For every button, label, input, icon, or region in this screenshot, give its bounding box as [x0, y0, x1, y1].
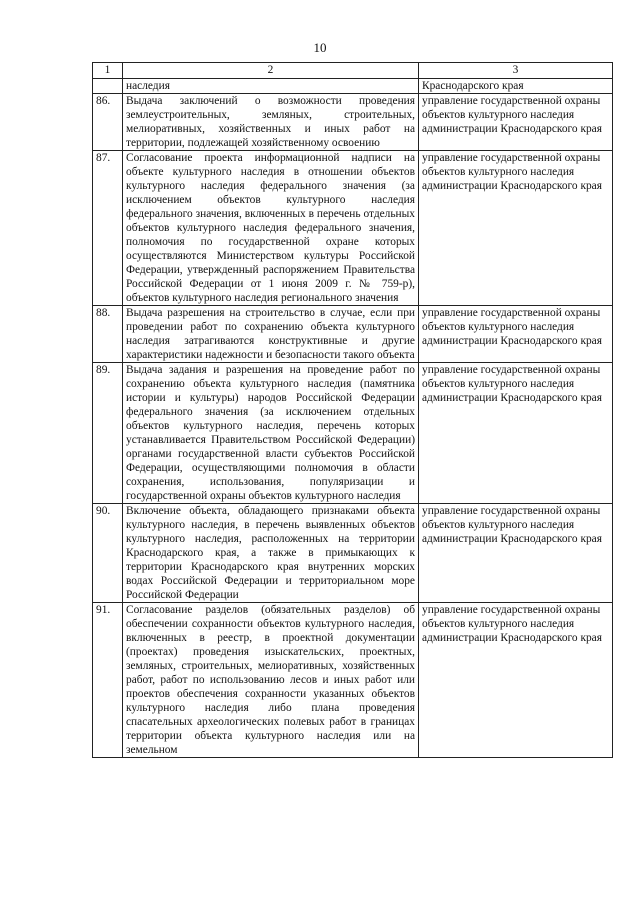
row-number [93, 79, 123, 94]
table-row-86 [93, 94, 613, 151]
row-description: Согласование проекта информационной надписи на объекте культурного наследия в отношении объектов культурного наследия федерального значения (за исключением объектов культурного наследия федерального значения, включенных в перечень отдельных объектов культурного наследия федерального значения, полномочия по государственной охране которых осуществляются Министерством культуры Российской Федерации, утвержденный распоряжением Правительства Российской Федерации от 1 июня 2009 г. № 759-р), объектов культурного наследия регионального значения [123, 151, 419, 306]
table-row-87 [93, 151, 613, 306]
row-organization: управление государственной охраны объектов культурного наследия администрации Краснодарского края [419, 603, 613, 758]
table-row-90 [93, 504, 613, 603]
table-row-continuation [93, 79, 613, 94]
row-number: 90. [93, 504, 123, 603]
row-organization: управление государственной охраны объектов культурного наследия администрации Краснодарского края [419, 151, 613, 306]
row-number: 86. [93, 94, 123, 151]
header-col-1: 1 [93, 63, 123, 79]
row-number: 91. [93, 603, 123, 758]
services-table [92, 62, 613, 758]
row-description: Согласование разделов (обязательных разделов) об обеспечении сохранности объектов культурного наследия, включенных в реестр, в проектной документации (проектах) проведения изыскательских, проектных, земляных, строительных, мелиоративных, хозяйственных работ, работ по использованию лесов и иных работ или проектов обеспечения сохранности указанных объектов культурного наследия либо плана проведения спасательных археологических полевых работ в границах территории объекта культурного наследия или на земельном [123, 603, 419, 758]
table-row-91 [93, 603, 613, 758]
table-header-row [93, 63, 613, 79]
row-description: Выдача заключений о возможности проведения землеустроительных, земляных, строительных, мелиоративных, хозяйственных и иных работ на территории, подлежащей хозяйственному освоению [123, 94, 419, 151]
row-organization: управление государственной охраны объектов культурного наследия администрации Краснодарского края [419, 94, 613, 151]
row-number: 88. [93, 306, 123, 363]
row-organization: управление государственной охраны объектов культурного наследия администрации Краснодарского края [419, 504, 613, 603]
table-row-89 [93, 363, 613, 504]
header-col-3: 3 [419, 63, 613, 79]
row-description: Выдача разрешения на строительство в случае, если при проведении работ по сохранению объекта культурного наследия затрагиваются конструктивные и другие характеристики надежности и безопасности такого объекта [123, 306, 419, 363]
row-number: 87. [93, 151, 123, 306]
table-row-88 [93, 306, 613, 363]
page-number: 10 [313, 40, 327, 55]
row-organization: управление государственной охраны объектов культурного наследия администрации Краснодарского края [419, 306, 613, 363]
row-description: Включение объекта, обладающего признаками объекта культурного наследия, в перечень выявленных объектов культурного наследия, расположенных на территории Краснодарского края, а также в примыкающих к территории Краснодарского края внутренних морских водах Российской Федерации и территориальном море Российской Федерации [123, 504, 419, 603]
row-description: наследия [123, 79, 419, 94]
row-organization: управление государственной охраны объектов культурного наследия администрации Краснодарского края [419, 363, 613, 504]
header-col-2: 2 [123, 63, 419, 79]
row-description: Выдача задания и разрешения на проведение работ по сохранению объекта культурного наследия (памятника истории и культуры) народов Российской Федерации федерального значения (за исключением отдельных объектов культурного наследия, перечень которых устанавливается Правительством Российской Федерации) органами государственной власти субъектов Российской Федерации, осуществляющими полномочия в области сохранения, использования, популяризации и государственной охраны объектов культурного наследия [123, 363, 419, 504]
row-number: 89. [93, 363, 123, 504]
row-organization: Краснодарского края [419, 79, 613, 94]
